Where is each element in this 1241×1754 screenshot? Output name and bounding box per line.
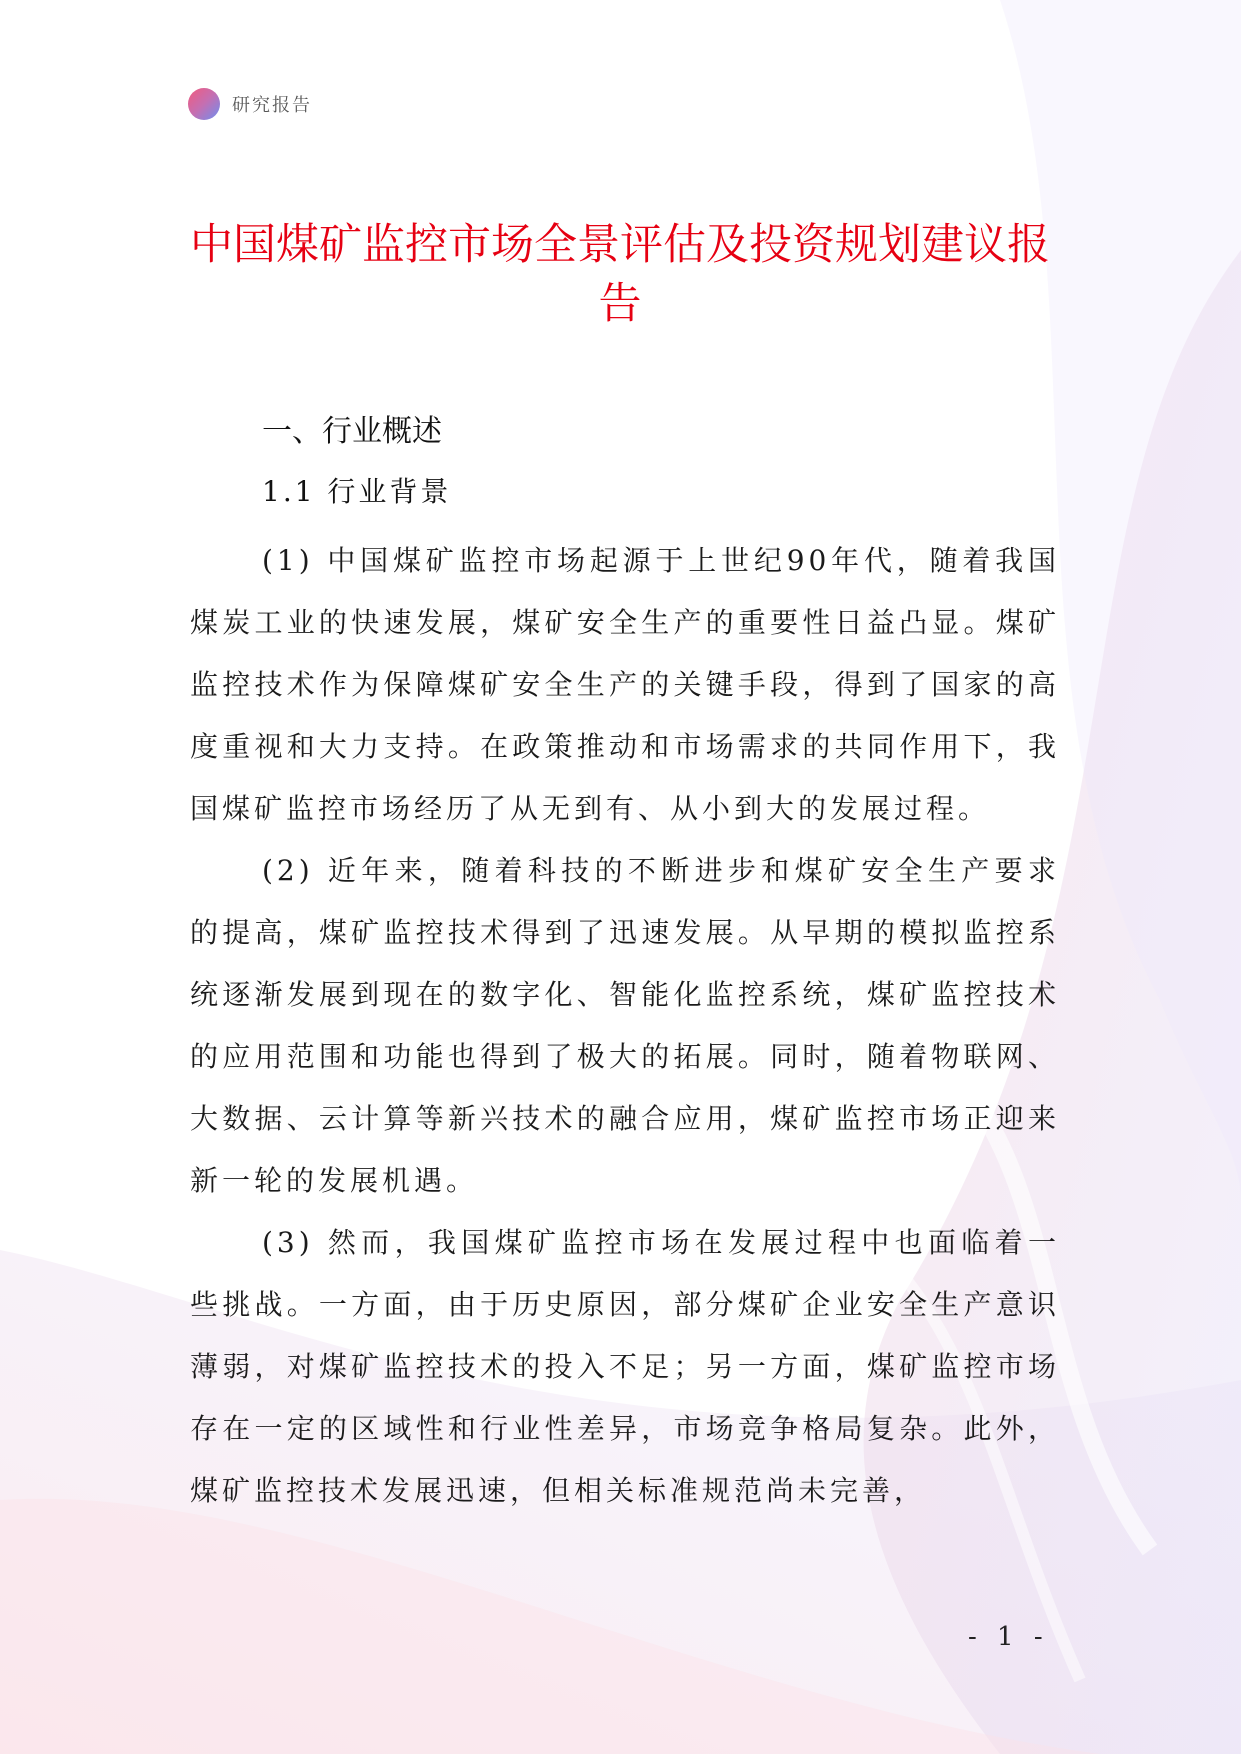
subsection-heading: 1.1 行业背景 bbox=[262, 475, 452, 508]
document-body bbox=[190, 410, 1060, 1522]
paragraph-3: (3) 然而，我国煤矿监控市场在发展过程中也面临着一些挑战。一方面，由于历史原因，部分煤矿企业安全生产意识薄弱，对煤矿监控技术的投入不足；另一方面，煤矿监控市场存在一定的区域性和行业性差异，市场竞争格局复杂。此外，煤矿监控技术发展迅速，但相关标准规范尚未完善， bbox=[190, 1226, 1060, 1507]
report-header bbox=[188, 88, 312, 120]
paragraph-1: (1) 中国煤矿监控市场起源于上世纪90年代，随着我国煤炭工业的快速发展，煤矿安全生产的重要性日益凸显。煤矿监控技术作为保障煤矿安全生产的关键手段，得到了国家的高度重视和大力支持。在政策推动和市场需求的共同作用下，我国煤矿监控市场经历了从无到有、从小到大的发展过程。 bbox=[190, 544, 1060, 825]
document-title: 中国煤矿监控市场全景评估及投资规划建议报告 bbox=[190, 220, 1050, 329]
paragraph-2: (2) 近年来，随着科技的不断进步和煤矿安全生产要求的提高，煤矿监控技术得到了迅速发展。从早期的模拟监控系统逐渐发展到现在的数字化、智能化监控系统，煤矿监控技术的应用范围和功能也得到了极大的拓展。同时，随着物联网、大数据、云计算等新兴技术的融合应用，煤矿监控市场正迎来新一轮的发展机遇。 bbox=[190, 854, 1060, 1197]
header-label: 研究报告 bbox=[232, 95, 312, 116]
page-number: - 1 - bbox=[968, 1622, 1049, 1652]
section-heading: 一、行业概述 bbox=[262, 414, 442, 449]
report-logo-icon bbox=[188, 88, 220, 120]
